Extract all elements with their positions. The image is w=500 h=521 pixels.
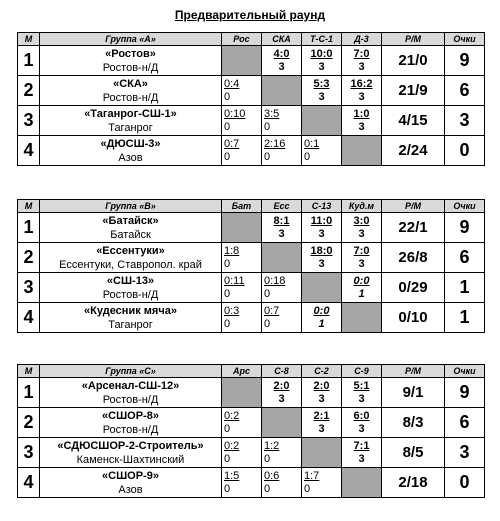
team-name: «ДЮСШ-3» bbox=[100, 137, 161, 150]
match-score: 7:0 bbox=[353, 47, 370, 60]
match-result bbox=[302, 136, 342, 166]
match-score: 0:7 bbox=[224, 137, 240, 150]
match-score: 0:18 bbox=[264, 274, 286, 287]
match-score: 2:0 bbox=[313, 379, 330, 392]
match-score: 0:2 bbox=[224, 439, 240, 452]
match-result bbox=[342, 213, 382, 243]
place-number: 2 bbox=[18, 243, 40, 273]
match-points: 3 bbox=[318, 90, 325, 103]
team-name: «Ростов» bbox=[105, 47, 156, 60]
match-score: 0:11 bbox=[224, 274, 245, 287]
goal-ratio: 0/10 bbox=[382, 303, 445, 333]
place-number: 2 bbox=[18, 76, 40, 106]
match-score: 1:8 bbox=[224, 244, 240, 257]
match-score: 0:7 bbox=[264, 304, 280, 317]
match-points: 3 bbox=[318, 422, 325, 435]
total-points: 1 bbox=[445, 273, 485, 303]
self-match-cell bbox=[222, 213, 262, 243]
table-row bbox=[18, 106, 485, 136]
team-name: «СКА» bbox=[113, 77, 148, 90]
match-points: 0 bbox=[304, 150, 311, 163]
match-result bbox=[302, 408, 342, 438]
match-score: 10:0 bbox=[310, 47, 333, 60]
match-points: 0 bbox=[224, 317, 231, 330]
header-opponent: СКА bbox=[262, 33, 302, 46]
self-match-cell bbox=[302, 106, 342, 136]
match-points: 0 bbox=[224, 257, 231, 270]
match-points: 3 bbox=[358, 257, 365, 270]
match-score: 0:3 bbox=[224, 304, 240, 317]
goal-ratio: 8/5 bbox=[382, 438, 445, 468]
self-match-cell bbox=[342, 468, 382, 498]
team-cell bbox=[40, 243, 222, 273]
match-score: 0:4 bbox=[224, 77, 240, 90]
place-number: 1 bbox=[18, 46, 40, 76]
team-name: «СШОР-8» bbox=[102, 409, 159, 422]
group-table bbox=[17, 199, 485, 333]
total-points: 6 bbox=[445, 243, 485, 273]
header-points: Очки bbox=[445, 365, 485, 378]
table-row bbox=[18, 213, 485, 243]
total-points: 1 bbox=[445, 303, 485, 333]
match-result bbox=[302, 76, 342, 106]
header-group: Группа «А» bbox=[40, 33, 222, 46]
self-match-cell bbox=[342, 136, 382, 166]
group-table bbox=[17, 32, 485, 166]
match-points: 3 bbox=[278, 392, 285, 405]
total-points: 9 bbox=[445, 378, 485, 408]
match-points: 3 bbox=[358, 60, 365, 73]
match-result bbox=[262, 106, 302, 136]
header-opponent: С-9 bbox=[342, 365, 382, 378]
match-score: 0:1 bbox=[304, 137, 320, 150]
match-result bbox=[342, 106, 382, 136]
team-cell bbox=[40, 438, 222, 468]
table-row bbox=[18, 303, 485, 333]
team-city: Ростов-н/Д bbox=[102, 91, 159, 104]
team-cell bbox=[40, 273, 222, 303]
match-score: 11:0 bbox=[310, 214, 333, 227]
self-match-cell bbox=[302, 438, 342, 468]
self-match-cell bbox=[222, 46, 262, 76]
match-result bbox=[262, 378, 302, 408]
match-score: 0:10 bbox=[224, 107, 246, 120]
match-result bbox=[302, 468, 342, 498]
team-name: «Ессентуки» bbox=[96, 244, 165, 257]
match-result bbox=[222, 136, 262, 166]
goal-ratio: 4/15 bbox=[382, 106, 445, 136]
match-points: 0 bbox=[264, 317, 271, 330]
match-score: 2:0 bbox=[273, 379, 290, 392]
match-points: 0 bbox=[224, 287, 231, 300]
team-city: Таганрог bbox=[108, 318, 153, 331]
header-opponent: С-13 bbox=[302, 200, 342, 213]
match-result bbox=[342, 76, 382, 106]
header-opponent: С-2 bbox=[302, 365, 342, 378]
table-row bbox=[18, 243, 485, 273]
match-result bbox=[222, 76, 262, 106]
team-cell bbox=[40, 76, 222, 106]
place-number: 3 bbox=[18, 438, 40, 468]
match-result bbox=[342, 378, 382, 408]
team-cell bbox=[40, 213, 222, 243]
team-name: «Арсенал-СШ-12» bbox=[81, 379, 180, 392]
match-points: 0 bbox=[264, 150, 271, 163]
team-name: «Таганрог-СШ-1» bbox=[84, 107, 177, 120]
team-city: Ессентуки, Ставропол. край bbox=[59, 258, 202, 271]
table-row bbox=[18, 378, 485, 408]
match-result bbox=[262, 303, 302, 333]
team-name: «СШ-13» bbox=[106, 274, 155, 287]
match-points: 3 bbox=[358, 90, 365, 103]
table-row bbox=[18, 273, 485, 303]
team-name: «Батайск» bbox=[102, 214, 159, 227]
header-place: М bbox=[18, 33, 40, 46]
match-score: 2:16 bbox=[264, 137, 286, 150]
total-points: 6 bbox=[445, 408, 485, 438]
match-result bbox=[302, 303, 342, 333]
header-ratio: Р/М bbox=[382, 200, 445, 213]
match-score: 1:5 bbox=[224, 469, 240, 482]
place-number: 4 bbox=[18, 303, 40, 333]
match-result bbox=[222, 438, 262, 468]
match-result bbox=[222, 303, 262, 333]
table-row bbox=[18, 76, 485, 106]
team-city: Батайск bbox=[110, 228, 151, 241]
team-cell bbox=[40, 136, 222, 166]
match-points: 0 bbox=[224, 452, 231, 465]
total-points: 3 bbox=[445, 438, 485, 468]
match-score: 0:0 bbox=[353, 274, 370, 287]
match-points: 3 bbox=[278, 227, 285, 240]
place-number: 3 bbox=[18, 106, 40, 136]
team-name: «СШОР-9» bbox=[102, 469, 159, 482]
match-points: 0 bbox=[304, 482, 311, 495]
goal-ratio: 8/3 bbox=[382, 408, 445, 438]
match-score: 1:0 bbox=[353, 107, 370, 120]
match-score: 18:0 bbox=[310, 244, 333, 257]
match-points: 3 bbox=[358, 120, 365, 133]
header-opponent: С-8 bbox=[262, 365, 302, 378]
match-points: 3 bbox=[278, 60, 285, 73]
match-result bbox=[302, 378, 342, 408]
team-cell bbox=[40, 46, 222, 76]
match-points: 1 bbox=[318, 317, 325, 330]
team-city: Азов bbox=[118, 483, 143, 496]
total-points: 0 bbox=[445, 136, 485, 166]
header-opponent: Есс bbox=[262, 200, 302, 213]
place-number: 1 bbox=[18, 378, 40, 408]
match-result bbox=[302, 213, 342, 243]
team-city: Азов bbox=[118, 151, 143, 164]
header-group: Группа «С» bbox=[40, 365, 222, 378]
match-points: 3 bbox=[358, 422, 365, 435]
page-title: Предварительный раунд bbox=[174, 8, 326, 22]
table-row bbox=[18, 136, 485, 166]
match-score: 8:1 bbox=[273, 214, 290, 227]
total-points: 3 bbox=[445, 106, 485, 136]
goal-ratio: 9/1 bbox=[382, 378, 445, 408]
match-result bbox=[262, 438, 302, 468]
place-number: 4 bbox=[18, 468, 40, 498]
match-score: 16:2 bbox=[350, 77, 373, 90]
match-points: 3 bbox=[318, 60, 325, 73]
match-points: 3 bbox=[358, 227, 365, 240]
match-score: 1:7 bbox=[304, 469, 320, 482]
team-cell bbox=[40, 303, 222, 333]
match-points: 3 bbox=[358, 452, 365, 465]
match-result bbox=[262, 468, 302, 498]
goal-ratio: 2/18 bbox=[382, 468, 445, 498]
self-match-cell bbox=[262, 76, 302, 106]
header-points: Очки bbox=[445, 200, 485, 213]
team-cell bbox=[40, 408, 222, 438]
header-opponent: Бат bbox=[222, 200, 262, 213]
place-number: 4 bbox=[18, 136, 40, 166]
match-result bbox=[342, 273, 382, 303]
match-result bbox=[222, 408, 262, 438]
header-opponent: Т-С-1 bbox=[302, 33, 342, 46]
place-number: 3 bbox=[18, 273, 40, 303]
match-score: 3:0 bbox=[353, 214, 370, 227]
match-result bbox=[262, 273, 302, 303]
goal-ratio: 21/9 bbox=[382, 76, 445, 106]
team-city: Каменск-Шахтинский bbox=[76, 453, 185, 466]
total-points: 6 bbox=[445, 76, 485, 106]
match-points: 3 bbox=[358, 392, 365, 405]
header-group: Группа «В» bbox=[40, 200, 222, 213]
self-match-cell bbox=[222, 378, 262, 408]
match-result bbox=[342, 243, 382, 273]
match-result bbox=[222, 468, 262, 498]
header-ratio: Р/М bbox=[382, 33, 445, 46]
self-match-cell bbox=[262, 408, 302, 438]
total-points: 0 bbox=[445, 468, 485, 498]
match-result bbox=[302, 46, 342, 76]
team-name: «Кудесник мяча» bbox=[84, 304, 177, 317]
match-score: 0:6 bbox=[264, 469, 280, 482]
self-match-cell bbox=[262, 243, 302, 273]
match-score: 6:0 bbox=[353, 409, 370, 422]
header-place: М bbox=[18, 365, 40, 378]
match-result bbox=[262, 136, 302, 166]
team-city: Ростов-н/Д bbox=[102, 288, 159, 301]
total-points: 9 bbox=[445, 46, 485, 76]
header-ratio: Р/М bbox=[382, 365, 445, 378]
match-score: 3:5 bbox=[264, 107, 280, 120]
match-result bbox=[342, 408, 382, 438]
table-row bbox=[18, 408, 485, 438]
goal-ratio: 26/8 bbox=[382, 243, 445, 273]
header-row bbox=[18, 200, 485, 213]
table-row bbox=[18, 46, 485, 76]
team-cell bbox=[40, 378, 222, 408]
match-result bbox=[222, 106, 262, 136]
match-result bbox=[262, 46, 302, 76]
match-points: 0 bbox=[264, 452, 271, 465]
match-points: 0 bbox=[224, 120, 231, 133]
header-opponent: Куд.м bbox=[342, 200, 382, 213]
table-row bbox=[18, 438, 485, 468]
team-city: Ростов-н/Д bbox=[102, 61, 159, 74]
match-result bbox=[222, 243, 262, 273]
header-opponent: Рос bbox=[222, 33, 262, 46]
match-score: 7:1 bbox=[353, 439, 370, 452]
match-score: 5:3 bbox=[313, 77, 330, 90]
match-score: 5:1 bbox=[353, 379, 370, 392]
group-table bbox=[17, 364, 485, 498]
team-name: «СДЮСШОР-2-Строитель» bbox=[57, 439, 204, 452]
match-result bbox=[262, 213, 302, 243]
team-city: Ростов-н/Д bbox=[102, 393, 159, 406]
team-cell bbox=[40, 468, 222, 498]
match-points: 3 bbox=[318, 257, 325, 270]
goal-ratio: 21/0 bbox=[382, 46, 445, 76]
total-points: 9 bbox=[445, 213, 485, 243]
table-row bbox=[18, 468, 485, 498]
match-points: 0 bbox=[224, 150, 231, 163]
header-opponent: Д-3 bbox=[342, 33, 382, 46]
match-result bbox=[342, 46, 382, 76]
match-score: 7:0 bbox=[353, 244, 370, 257]
match-points: 0 bbox=[264, 120, 271, 133]
match-points: 0 bbox=[224, 482, 231, 495]
match-score: 1:2 bbox=[264, 439, 280, 452]
match-score: 0:0 bbox=[313, 304, 330, 317]
header-place: М bbox=[18, 200, 40, 213]
match-points: 1 bbox=[358, 287, 365, 300]
team-city: Таганрог bbox=[108, 121, 153, 134]
goal-ratio: 0/29 bbox=[382, 273, 445, 303]
team-cell bbox=[40, 106, 222, 136]
team-city: Ростов-н/Д bbox=[102, 423, 159, 436]
match-result bbox=[342, 438, 382, 468]
match-points: 3 bbox=[318, 392, 325, 405]
self-match-cell bbox=[342, 303, 382, 333]
match-score: 4:0 bbox=[273, 47, 290, 60]
match-points: 0 bbox=[224, 422, 231, 435]
header-row bbox=[18, 365, 485, 378]
goal-ratio: 2/24 bbox=[382, 136, 445, 166]
header-row bbox=[18, 33, 485, 46]
match-points: 0 bbox=[264, 287, 271, 300]
self-match-cell bbox=[302, 273, 342, 303]
match-points: 0 bbox=[224, 90, 231, 103]
header-points: Очки bbox=[445, 33, 485, 46]
place-number: 2 bbox=[18, 408, 40, 438]
match-result bbox=[302, 243, 342, 273]
match-points: 0 bbox=[264, 482, 271, 495]
match-score: 0:2 bbox=[224, 409, 240, 422]
place-number: 1 bbox=[18, 213, 40, 243]
goal-ratio: 22/1 bbox=[382, 213, 445, 243]
match-score: 2:1 bbox=[313, 409, 330, 422]
match-points: 3 bbox=[318, 227, 325, 240]
header-opponent: Арс bbox=[222, 365, 262, 378]
match-result bbox=[222, 273, 262, 303]
